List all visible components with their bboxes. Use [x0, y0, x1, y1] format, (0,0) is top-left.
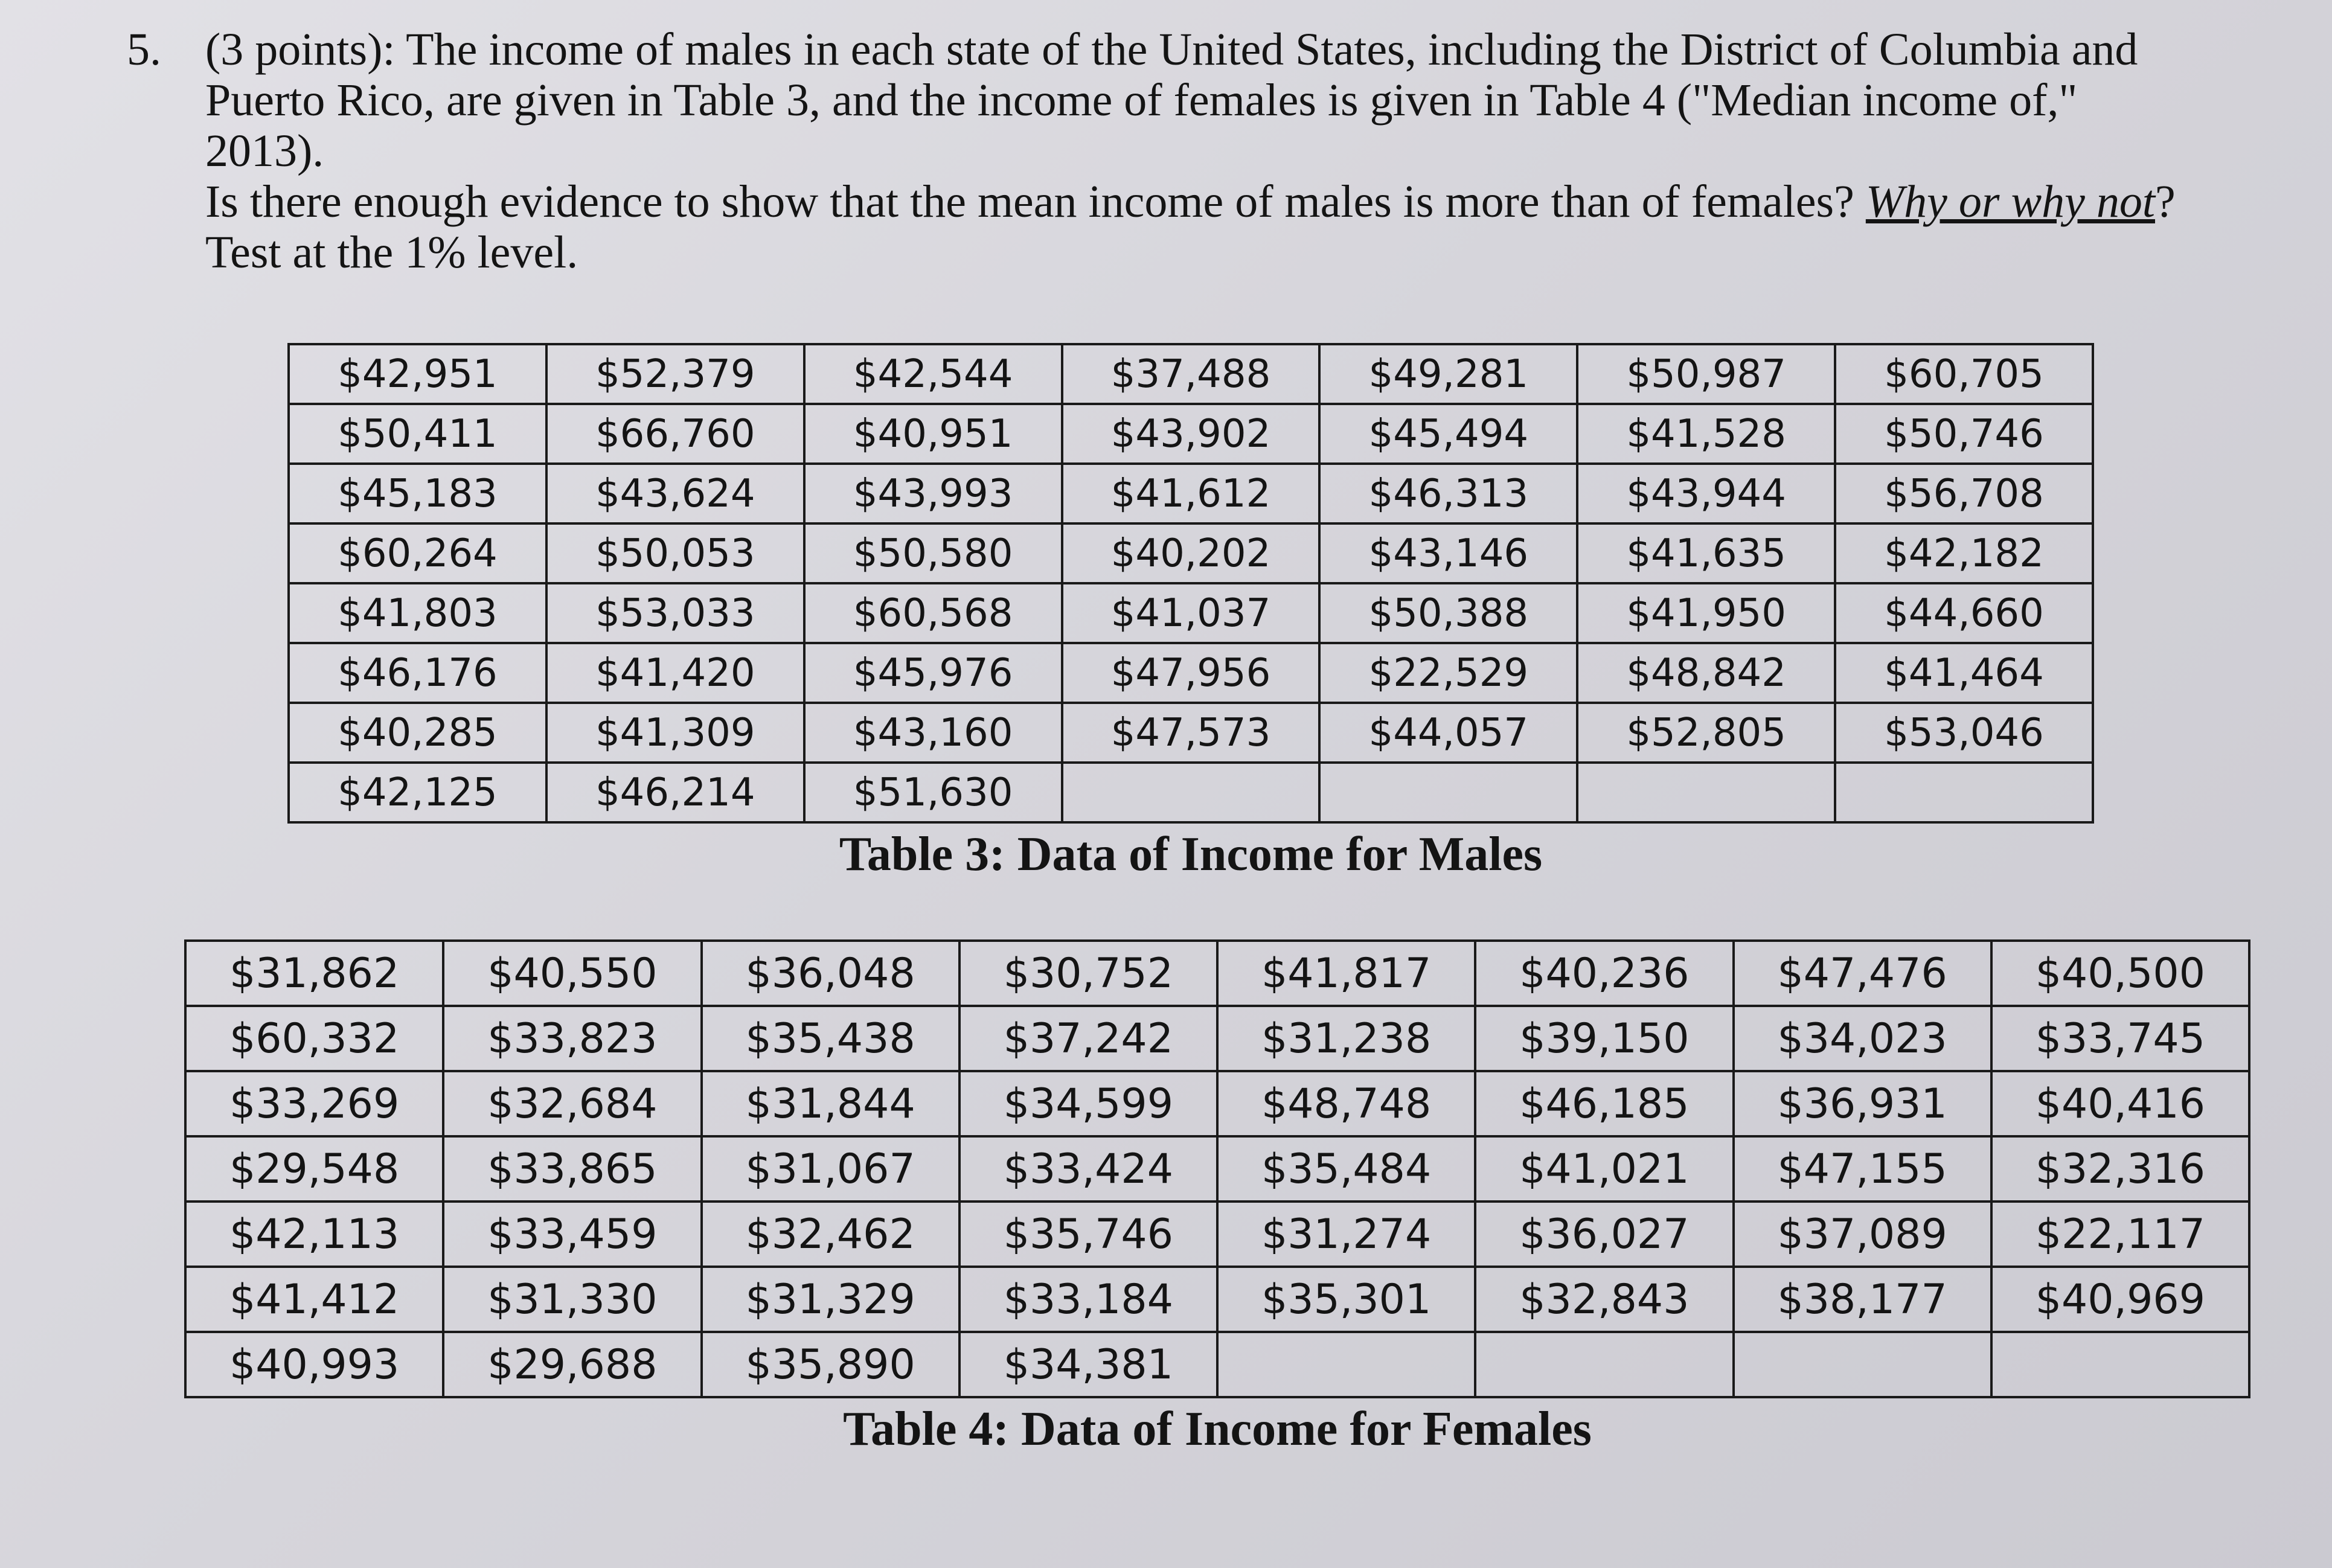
table-cell: $40,969	[1991, 1267, 2249, 1332]
table-cell: $35,890	[702, 1332, 959, 1397]
table-cell: $22,529	[1319, 643, 1577, 703]
table-cell: $31,329	[702, 1267, 959, 1332]
table-cell: $37,488	[1062, 344, 1320, 404]
table-cell: $31,330	[443, 1267, 701, 1332]
table-cell: $44,660	[1835, 583, 2093, 643]
table-cell: $31,862	[185, 941, 443, 1006]
table-cell: $40,202	[1062, 523, 1320, 583]
table-cell: $40,236	[1475, 941, 1733, 1006]
question-prompt	[205, 176, 2204, 278]
table-cell: $49,281	[1319, 344, 1577, 404]
question-first-paragraph	[127, 24, 2204, 176]
table-cell: $33,745	[1991, 1006, 2249, 1071]
table-cell: $47,155	[1734, 1136, 1991, 1202]
table-cell: $29,548	[185, 1136, 443, 1202]
table-cell: $45,494	[1319, 404, 1577, 464]
table-cell: $46,185	[1475, 1071, 1733, 1136]
males-table-caption: Table 3: Data of Income for Males	[839, 828, 1543, 881]
table-cell: $50,987	[1577, 344, 1835, 404]
table-cell: $51,630	[804, 763, 1062, 822]
table-cell	[1062, 763, 1320, 822]
table-cell: $41,412	[185, 1267, 443, 1332]
table-cell: $60,705	[1835, 344, 2093, 404]
table-cell: $43,902	[1062, 404, 1320, 464]
table-cell: $40,285	[289, 703, 546, 763]
table-cell: $50,580	[804, 523, 1062, 583]
table-cell	[1835, 763, 2093, 822]
table-cell: $31,238	[1217, 1006, 1475, 1071]
table-cell: $31,067	[702, 1136, 959, 1202]
table-cell: $46,176	[289, 643, 546, 703]
table-cell: $35,438	[702, 1006, 959, 1071]
table-cell: $32,462	[702, 1202, 959, 1267]
table-cell: $40,951	[804, 404, 1062, 464]
question-prompt-prefix: Is there enough evidence to show that the mean income of males is more than of females?	[205, 176, 1854, 227]
table-row	[289, 344, 2093, 404]
table-cell: $40,993	[185, 1332, 443, 1397]
table-row	[185, 1332, 2249, 1397]
table-cell: $46,214	[546, 763, 804, 822]
table-cell	[1217, 1332, 1475, 1397]
table-cell: $36,027	[1475, 1202, 1733, 1267]
table-cell: $38,177	[1734, 1267, 1991, 1332]
table-cell: $66,760	[546, 404, 804, 464]
table-cell: $36,048	[702, 941, 959, 1006]
table-cell: $41,950	[1577, 583, 1835, 643]
table-row	[185, 1267, 2249, 1332]
table-cell: $50,746	[1835, 404, 2093, 464]
table-row	[289, 763, 2093, 822]
table-cell: $29,688	[443, 1332, 701, 1397]
table-cell: $52,379	[546, 344, 804, 404]
table-cell: $32,316	[1991, 1136, 2249, 1202]
table-cell: $37,089	[1734, 1202, 1991, 1267]
table-cell: $33,184	[959, 1267, 1217, 1332]
table-cell: $34,381	[959, 1332, 1217, 1397]
table-cell: $41,464	[1835, 643, 2093, 703]
table-cell: $33,269	[185, 1071, 443, 1136]
table-cell: $41,309	[546, 703, 804, 763]
table-cell: $37,242	[959, 1006, 1217, 1071]
table-cell: $43,146	[1319, 523, 1577, 583]
table-cell: $34,599	[959, 1071, 1217, 1136]
table-cell: $30,752	[959, 941, 1217, 1006]
table-cell: $41,420	[546, 643, 804, 703]
table-cell: $41,803	[289, 583, 546, 643]
females-table-caption: Table 4: Data of Income for Females	[843, 1403, 1592, 1456]
table-cell: $35,484	[1217, 1136, 1475, 1202]
males-income-table	[287, 343, 2094, 824]
table-cell	[1734, 1332, 1991, 1397]
table-cell: $42,544	[804, 344, 1062, 404]
question-prompt-suffix: ? Test at the 1% level.	[205, 176, 2176, 278]
table-cell: $53,046	[1835, 703, 2093, 763]
table-cell: $43,624	[546, 464, 804, 523]
table-cell: $31,844	[702, 1071, 959, 1136]
table-cell: $31,274	[1217, 1202, 1475, 1267]
table-cell: $42,113	[185, 1202, 443, 1267]
table-cell: $44,057	[1319, 703, 1577, 763]
table-cell: $32,684	[443, 1071, 701, 1136]
table-cell: $46,313	[1319, 464, 1577, 523]
table-cell: $50,388	[1319, 583, 1577, 643]
table-cell: $41,612	[1062, 464, 1320, 523]
table-cell: $33,424	[959, 1136, 1217, 1202]
table-cell: $40,416	[1991, 1071, 2249, 1136]
table-cell: $45,183	[289, 464, 546, 523]
question-text: (3 points): The income of males in each state of the United States, including the District of Columbia and Puerto Rico, are given in Table 3, and the income of females is given in Table 4 ("Median income of," 2013).	[205, 24, 2138, 176]
table-cell: $52,805	[1577, 703, 1835, 763]
table-cell: $43,944	[1577, 464, 1835, 523]
table-row	[289, 583, 2093, 643]
table-cell: $33,459	[443, 1202, 701, 1267]
table-cell: $48,842	[1577, 643, 1835, 703]
table-cell: $35,301	[1217, 1267, 1475, 1332]
table-cell: $47,476	[1734, 941, 1991, 1006]
table-cell: $56,708	[1835, 464, 2093, 523]
table-row	[289, 703, 2093, 763]
table-row	[185, 1006, 2249, 1071]
table-cell	[1475, 1332, 1733, 1397]
table-cell: $43,993	[804, 464, 1062, 523]
table-row	[289, 643, 2093, 703]
table-cell: $43,160	[804, 703, 1062, 763]
table-cell: $41,037	[1062, 583, 1320, 643]
table-cell: $41,021	[1475, 1136, 1733, 1202]
table-cell: $60,264	[289, 523, 546, 583]
table-cell: $47,573	[1062, 703, 1320, 763]
table-row	[289, 464, 2093, 523]
question-prompt-emphasis: Why or why not	[1865, 176, 2155, 227]
table-cell: $35,746	[959, 1202, 1217, 1267]
table-cell: $40,550	[443, 941, 701, 1006]
table-row	[185, 1202, 2249, 1267]
table-cell: $45,976	[804, 643, 1062, 703]
table-cell: $42,182	[1835, 523, 2093, 583]
table-cell: $33,823	[443, 1006, 701, 1071]
table-cell: $53,033	[546, 583, 804, 643]
table-cell	[1319, 763, 1577, 822]
table-cell: $34,023	[1734, 1006, 1991, 1071]
table-cell: $36,931	[1734, 1071, 1991, 1136]
males-table-section	[287, 343, 2094, 882]
table-cell: $60,332	[185, 1006, 443, 1071]
table-row	[185, 1136, 2249, 1202]
table-cell: $41,817	[1217, 941, 1475, 1006]
table-cell: $50,411	[289, 404, 546, 464]
table-cell: $60,568	[804, 583, 1062, 643]
table-cell: $22,117	[1991, 1202, 2249, 1267]
table-cell: $42,125	[289, 763, 546, 822]
females-income-table	[184, 939, 2250, 1398]
table-cell: $41,528	[1577, 404, 1835, 464]
table-cell	[1991, 1332, 2249, 1397]
table-row	[185, 1071, 2249, 1136]
question-block	[127, 24, 2204, 278]
table-cell: $50,053	[546, 523, 804, 583]
table-cell: $48,748	[1217, 1071, 1475, 1136]
table-cell: $40,500	[1991, 941, 2249, 1006]
table-row	[185, 941, 2249, 1006]
table-cell: $33,865	[443, 1136, 701, 1202]
table-cell: $42,951	[289, 344, 546, 404]
table-row	[289, 404, 2093, 464]
table-cell: $47,956	[1062, 643, 1320, 703]
table-cell: $41,635	[1577, 523, 1835, 583]
females-table-section	[184, 939, 2250, 1457]
table-cell: $39,150	[1475, 1006, 1733, 1071]
table-cell: $32,843	[1475, 1267, 1733, 1332]
question-number: 5.	[127, 24, 161, 75]
table-cell	[1577, 763, 1835, 822]
table-row	[289, 523, 2093, 583]
